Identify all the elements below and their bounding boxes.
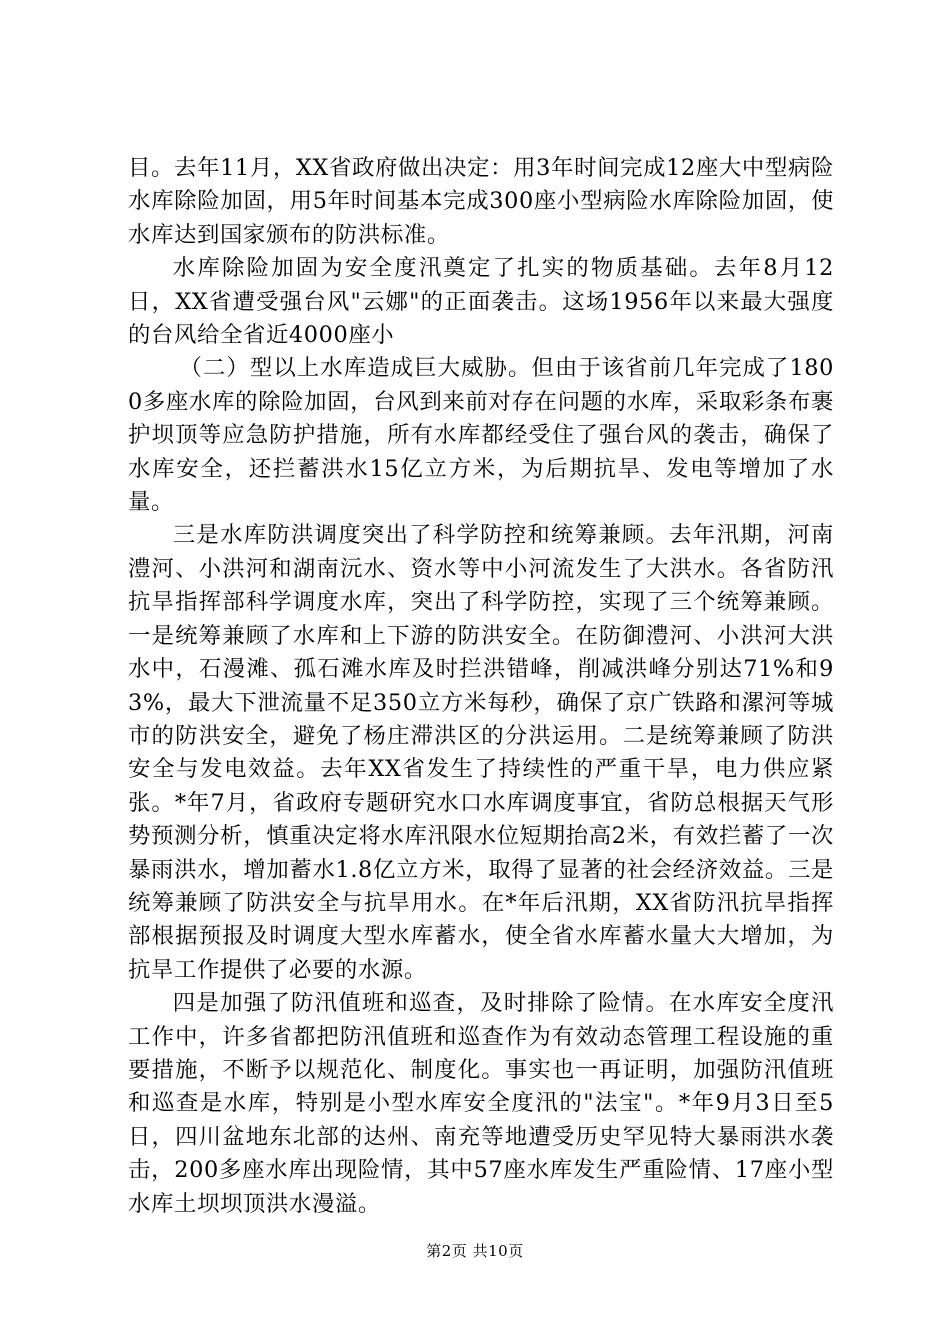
paragraph-flood-dispatch: 三是水库防洪调度突出了科学防控和统筹兼顾。去年汛期，河南澧河、小洪河和湖南沅水、资水等中小河流发生了大洪水。各省防汛抗旱指挥部科学调度水库，突出了科学防控，实现了三个统筹兼顾。一是统筹兼顾了水库和上下游的防洪安全。在防御澧河、小洪河大洪水中，石漫滩、孤石滩水库及时拦洪错峰，削减洪峰分别达71%和93%，最大下泄流量不足350立方米每秒，确保了京广铁路和漯河等城市的防洪安全，避免了杨庄滞洪区的分洪运用。二是统筹兼顾了防洪安全与发电效益。去年XX省发生了持续性的严重干旱，电力供应紧张。*年7月，省政府专题研究水口水库调度事宜，省防总根据天气形势预测分析，慎重决定将水库汛限水位短期抬高2米，有效拦蓄了一次暴雨洪水，增加蓄水1.8亿立方米，取得了显著的社会经济效益。三是统筹兼顾了防洪安全与抗旱用水。在*年后汛期，XX省防汛抗旱指挥部根据预报及时调度大型水库蓄水，使全省水库蓄水量大大增加，为抗旱工作提供了必要的水源。 [128, 522, 834, 983]
paragraph-reinforcement: 水库除险加固为安全度汛奠定了扎实的物质基础。去年8月12日，XX省遭受强台风"云娜"的正面袭击。这场1956年以来最大强度的台风给全省近4000座小 [128, 255, 834, 349]
paragraph-continuation: 目。去年11月，XX省政府做出决定：用3年时间完成12座大中型病险水库除险加固，用5年时间基本完成300座小型病险水库除险加固，使水库达到国家颁布的防洪标准。 [128, 155, 834, 248]
paragraph-typhoon: （二）型以上水库造成巨大威胁。但由于该省前几年完成了1800多座水库的除险加固，台风到来前对存在问题的水库，采取彩条布裹护坝顶等应急防护措施，所有水库都经受住了强台风的袭击，确保了水库安全，还拦蓄洪水15亿立方米，为后期抗旱、发电等增加了水量。 [128, 355, 834, 516]
document-body [128, 152, 834, 1221]
page-footer: 第2页 共10页 [426, 1242, 524, 1260]
paragraph-patrol: 四是加强了防汛值班和巡查，及时排除了险情。在水库安全度汛工作中，许多省都把防汛值班和巡查作为有效动态管理工程设施的重要措施，不断予以规范化、制度化。事实也一再证明，加强防汛值班和巡查是水库，特别是小型水库安全度汛的"法宝"。*年9月3日至5日，四川盆地东北部的达州、南充等地遭受历史罕见特大暴雨洪水袭击，200多座水库出现险情，其中57座水库发生严重险情、17座小型水库土坝坝顶洪水漫溢。 [128, 990, 834, 1217]
